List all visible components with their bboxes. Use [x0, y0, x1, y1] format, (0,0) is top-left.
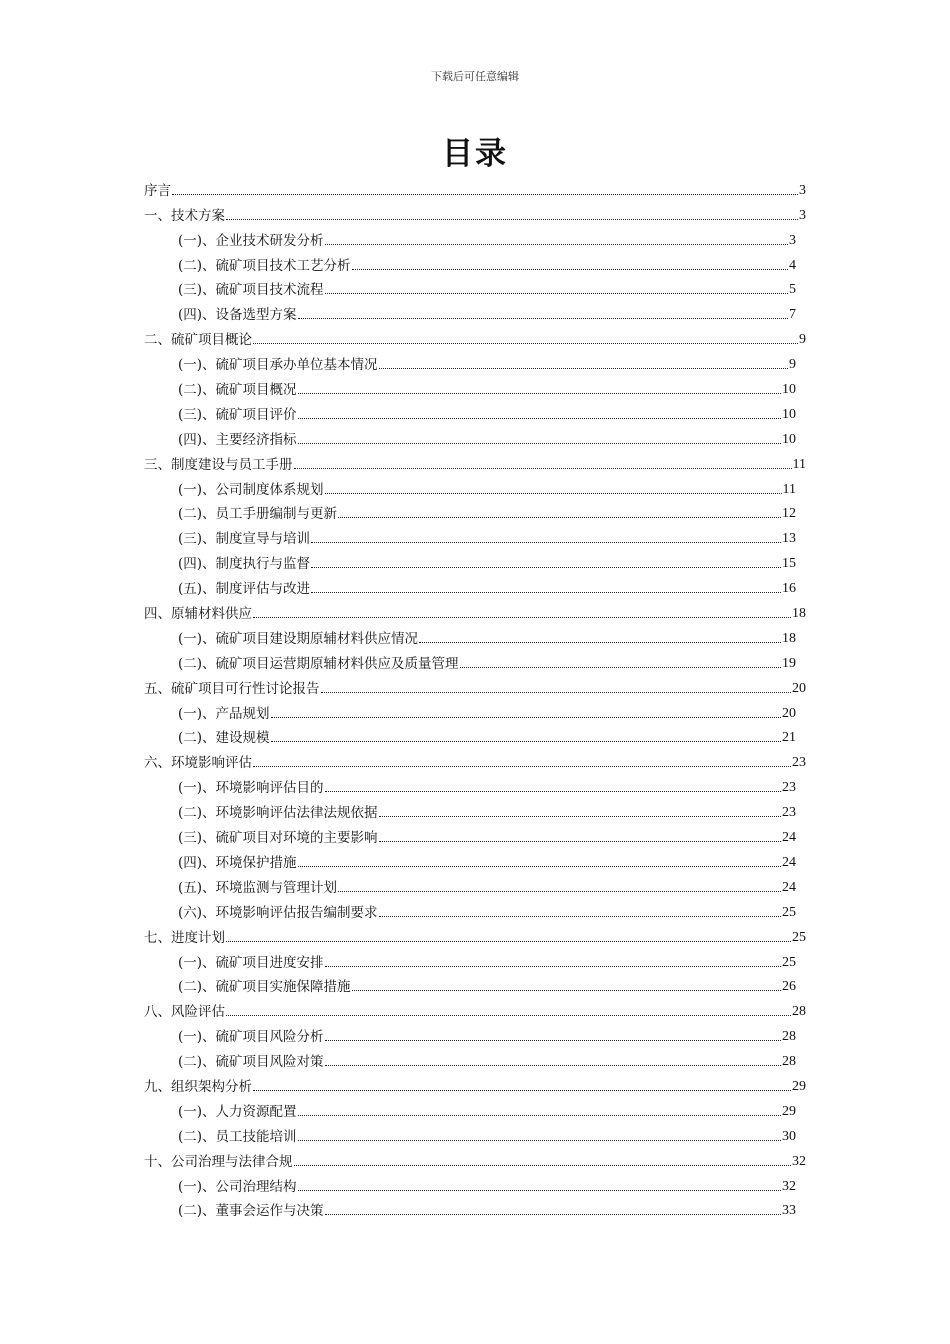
toc-subentry[interactable]	[144, 298, 806, 323]
toc-entry-page-number: 7	[789, 307, 796, 323]
toc-entry-label: 一、技术方案	[144, 207, 225, 224]
toc-subentry[interactable]	[144, 846, 806, 871]
toc-subentry[interactable]	[144, 1095, 806, 1120]
toc-subentry[interactable]	[144, 821, 806, 846]
toc-entry-label: 十、公司治理与法律合规	[144, 1153, 293, 1170]
dot-leader	[298, 392, 781, 394]
toc-entry-label: (三)、硫矿项目评价	[178, 406, 297, 423]
dot-leader	[298, 1139, 781, 1141]
toc-subentry[interactable]	[144, 971, 806, 996]
toc-subentry[interactable]	[144, 547, 806, 572]
toc-entry-page-number: 29	[782, 1103, 796, 1119]
toc-subentry[interactable]	[144, 771, 806, 796]
dot-leader	[298, 417, 781, 419]
toc-entry-page-number: 23	[782, 780, 796, 796]
toc-entry-label: (一)、企业技术研发分析	[178, 232, 324, 249]
dot-leader	[271, 740, 781, 742]
toc-entry-page-number: 3	[799, 182, 806, 198]
toc-entry-label: 三、制度建设与员工手册	[144, 456, 293, 473]
toc-entry-label: (二)、员工技能培训	[178, 1128, 297, 1145]
toc-entry-label: (四)、主要经济指标	[178, 431, 297, 448]
toc-entry[interactable]	[144, 921, 806, 946]
toc-subentry[interactable]	[144, 697, 806, 722]
toc-subentry[interactable]	[144, 871, 806, 896]
toc-subentry[interactable]	[144, 1120, 806, 1145]
toc-entry-label: 五、硫矿项目可行性讨论报告	[144, 680, 320, 697]
toc-entry-page-number: 23	[782, 805, 796, 821]
toc-entry-page-number: 33	[782, 1203, 796, 1219]
toc-subentry[interactable]	[144, 398, 806, 423]
dot-leader	[460, 666, 781, 668]
toc-subentry[interactable]	[144, 274, 806, 299]
dot-leader	[253, 616, 791, 618]
toc-subentry[interactable]	[144, 1170, 806, 1195]
toc-entry-page-number: 20	[782, 705, 796, 721]
dot-leader	[325, 1039, 781, 1041]
toc-entry-label: (三)、硫矿项目对环境的主要影响	[178, 830, 378, 847]
toc-entry-label: 序言	[144, 182, 171, 199]
toc-subentry[interactable]	[144, 249, 806, 274]
dot-leader	[172, 193, 798, 195]
toc-subentry[interactable]	[144, 348, 806, 373]
toc-entry[interactable]	[144, 1145, 806, 1170]
toc-entry-page-number: 23	[792, 755, 806, 771]
toc-entry-label: (二)、硫矿项目风险对策	[178, 1054, 324, 1071]
toc-entry[interactable]	[144, 199, 806, 224]
toc-entry-page-number: 16	[782, 581, 796, 597]
dot-leader	[226, 1014, 791, 1016]
toc-entry-page-number: 29	[792, 1078, 806, 1094]
dot-leader	[271, 716, 781, 718]
toc-entry-label: (二)、员工手册编制与更新	[178, 506, 338, 523]
toc-entry-page-number: 19	[782, 655, 796, 671]
toc-entry-page-number: 24	[782, 879, 796, 895]
toc-entry-page-number: 11	[792, 456, 806, 472]
toc-entry-label: (一)、硫矿项目进度安排	[178, 954, 324, 971]
dot-leader	[298, 1189, 781, 1191]
toc-entry-label: (二)、董事会运作与决策	[178, 1203, 324, 1220]
dot-leader	[321, 691, 792, 693]
toc-entry-label: (一)、公司治理结构	[178, 1178, 297, 1195]
toc-entry-page-number: 25	[792, 929, 806, 945]
toc-entry-label: 八、风险评估	[144, 1004, 225, 1021]
toc-entry-page-number: 18	[782, 630, 796, 646]
toc-subentry[interactable]	[144, 622, 806, 647]
dot-leader	[298, 1114, 781, 1116]
toc-subentry[interactable]	[144, 423, 806, 448]
dot-leader	[379, 367, 788, 369]
toc-entry-label: 七、进度计划	[144, 929, 225, 946]
toc-entry-label: (四)、设备选型方案	[178, 307, 297, 324]
toc-entry-label: (四)、环境保护措施	[178, 854, 297, 871]
toc-subentry[interactable]	[144, 473, 806, 498]
dot-leader	[253, 765, 791, 767]
toc-entry-label: (六)、环境影响评估报告编制要求	[178, 904, 378, 921]
toc-entry-label: (一)、硫矿项目承办单位基本情况	[178, 357, 378, 374]
toc-entry-label: (一)、硫矿项目风险分析	[178, 1029, 324, 1046]
toc-entry-label: 二、硫矿项目概论	[144, 332, 252, 349]
toc-entry-page-number: 24	[782, 830, 796, 846]
toc-entry-page-number: 18	[792, 606, 806, 622]
dot-leader	[325, 790, 781, 792]
toc-entry-page-number: 32	[782, 1178, 796, 1194]
toc-entry[interactable]	[144, 995, 806, 1020]
toc-entry-label: 九、组织架构分析	[144, 1078, 252, 1095]
dot-leader	[226, 218, 798, 220]
toc-entry-page-number: 4	[789, 257, 796, 273]
toc-subentry[interactable]	[144, 722, 806, 747]
toc-entry-label: (五)、环境监测与管理计划	[178, 879, 338, 896]
toc-entry-label: (一)、人力资源配置	[178, 1103, 297, 1120]
toc-subentry[interactable]	[144, 946, 806, 971]
toc-subentry[interactable]	[144, 896, 806, 921]
toc-subentry[interactable]	[144, 1195, 806, 1220]
toc-entry[interactable]	[144, 174, 806, 199]
dot-leader	[338, 516, 781, 518]
toc-entry-page-number: 28	[782, 1054, 796, 1070]
toc-subentry[interactable]	[144, 647, 806, 672]
toc-subentry[interactable]	[144, 522, 806, 547]
dot-leader	[226, 940, 791, 942]
dot-leader	[294, 467, 792, 469]
dot-leader	[325, 243, 788, 245]
toc-entry-page-number: 28	[782, 1029, 796, 1045]
toc-entry-label: 四、原辅材料供应	[144, 606, 252, 623]
toc-entry-page-number: 13	[782, 531, 796, 547]
toc-subentry[interactable]	[144, 1020, 806, 1045]
toc-entry-page-number: 20	[792, 680, 806, 696]
dot-leader	[352, 268, 788, 270]
dot-leader	[298, 317, 788, 319]
toc-entry-page-number: 9	[799, 332, 806, 348]
toc-entry[interactable]	[144, 1070, 806, 1095]
dot-leader	[325, 965, 781, 967]
toc-entry-page-number: 15	[782, 556, 796, 572]
table-of-contents	[144, 174, 806, 1219]
toc-entry-page-number: 12	[782, 506, 796, 522]
toc-entry-label: (一)、硫矿项目建设期原辅材料供应情况	[178, 630, 419, 647]
toc-entry-page-number: 11	[782, 481, 796, 497]
toc-subentry[interactable]	[144, 224, 806, 249]
toc-entry-page-number: 21	[782, 730, 796, 746]
dot-leader	[298, 442, 781, 444]
toc-entry-label: (二)、建设规模	[178, 730, 270, 747]
dot-leader	[253, 342, 798, 344]
dot-leader	[352, 989, 781, 991]
toc-entry-page-number: 28	[792, 1004, 806, 1020]
toc-entry-label: (三)、制度宣导与培训	[178, 531, 311, 548]
dot-leader	[311, 541, 781, 543]
toc-entry-page-number: 9	[789, 357, 796, 373]
toc-entry-label: (二)、硫矿项目运营期原辅材料供应及质量管理	[178, 655, 459, 672]
toc-entry-label: (四)、制度执行与监督	[178, 556, 311, 573]
dot-leader	[325, 292, 788, 294]
dot-leader	[311, 591, 781, 593]
toc-entry-label: (二)、硫矿项目技术工艺分析	[178, 257, 351, 274]
toc-entry[interactable]	[144, 672, 806, 697]
toc-entry-page-number: 24	[782, 854, 796, 870]
toc-entry[interactable]	[144, 746, 806, 771]
toc-entry-page-number: 5	[789, 282, 796, 298]
dot-leader	[325, 1064, 781, 1066]
toc-entry-label: 六、环境影响评估	[144, 755, 252, 772]
header-note: 下载后可任意编辑	[431, 70, 519, 83]
dot-leader	[338, 890, 781, 892]
toc-entry-label: (三)、硫矿项目技术流程	[178, 282, 324, 299]
toc-subentry[interactable]	[144, 373, 806, 398]
dot-leader	[379, 915, 781, 917]
toc-entry[interactable]	[144, 323, 806, 348]
page-title: 目录	[442, 136, 508, 172]
dot-leader	[419, 641, 781, 643]
toc-subentry[interactable]	[144, 1045, 806, 1070]
dot-leader	[325, 1213, 781, 1215]
toc-entry-page-number: 25	[782, 954, 796, 970]
toc-entry-page-number: 3	[799, 207, 806, 223]
toc-entry-page-number: 30	[782, 1128, 796, 1144]
dot-leader	[379, 815, 781, 817]
toc-entry-page-number: 10	[782, 382, 796, 398]
dot-leader	[298, 865, 781, 867]
dot-leader	[379, 840, 781, 842]
toc-subentry[interactable]	[144, 572, 806, 597]
toc-entry[interactable]	[144, 448, 806, 473]
toc-entry-page-number: 26	[782, 979, 796, 995]
dot-leader	[253, 1089, 791, 1091]
dot-leader	[294, 1164, 792, 1166]
toc-subentry[interactable]	[144, 796, 806, 821]
dot-leader	[325, 492, 782, 494]
toc-entry-label: (二)、硫矿项目概况	[178, 382, 297, 399]
toc-entry-page-number: 3	[789, 232, 796, 248]
toc-entry-label: (一)、环境影响评估目的	[178, 780, 324, 797]
toc-entry-label: (五)、制度评估与改进	[178, 581, 311, 598]
toc-entry-page-number: 10	[782, 431, 796, 447]
toc-subentry[interactable]	[144, 498, 806, 523]
toc-entry-page-number: 10	[782, 406, 796, 422]
dot-leader	[311, 566, 781, 568]
toc-entry-label: (二)、硫矿项目实施保障措施	[178, 979, 351, 996]
toc-entry-label: (一)、产品规划	[178, 705, 270, 722]
toc-entry-page-number: 32	[792, 1153, 806, 1169]
toc-entry-page-number: 25	[782, 904, 796, 920]
toc-entry[interactable]	[144, 597, 806, 622]
toc-entry-label: (二)、环境影响评估法律法规依据	[178, 805, 378, 822]
toc-entry-label: (一)、公司制度体系规划	[178, 481, 324, 498]
